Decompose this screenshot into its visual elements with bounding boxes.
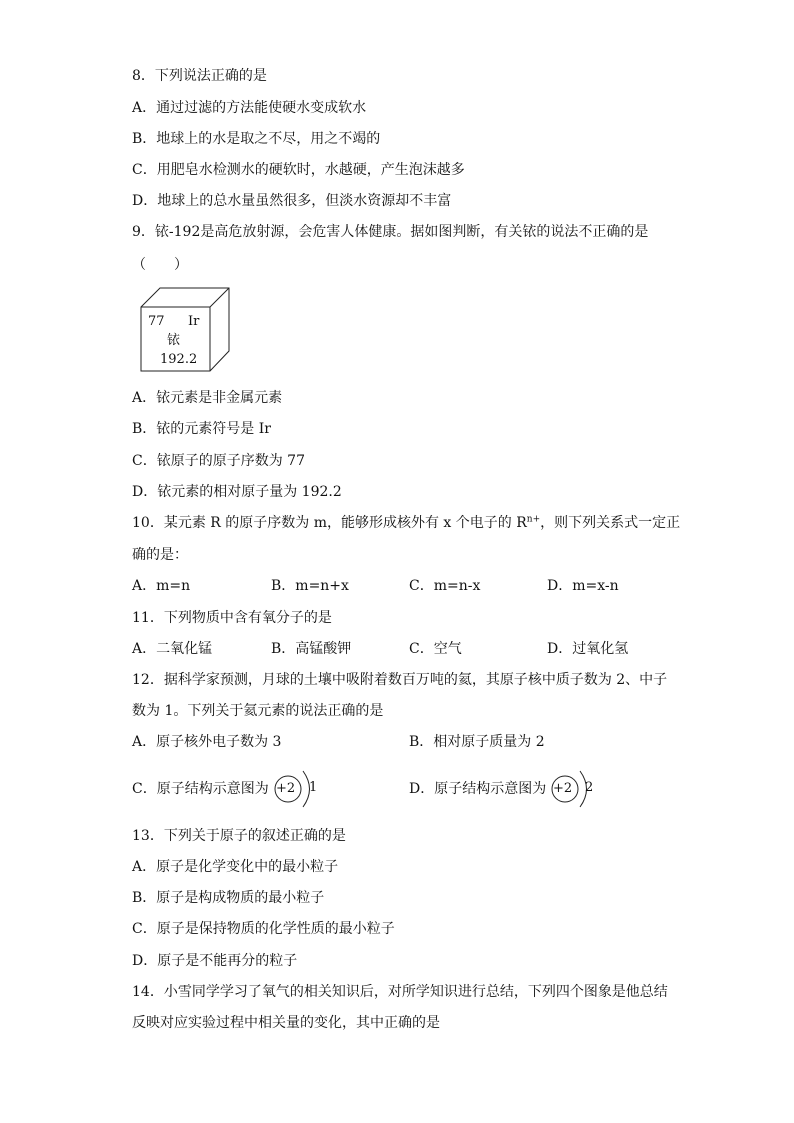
element-atomic-number: 77	[148, 314, 165, 329]
element-symbol: Ir	[188, 314, 200, 329]
q10-option-c: C．m=n-x	[409, 578, 481, 594]
q13-stem: 13．下列关于原子的叙述正确的是	[132, 828, 346, 844]
atom-d-nucleus: +2	[553, 781, 573, 796]
atom-d-electrons: 2	[585, 780, 594, 795]
q12-stem-line2: 数为 1。下列关于氦元素的说法正确的是	[132, 703, 384, 719]
q10-stem	[132, 514, 680, 532]
atom-c-nucleus: +2	[276, 781, 296, 796]
q9-option-d: D．铱元素的相对原子量为 192.2	[132, 484, 342, 500]
q8-option-b: B．地球上的水是取之不尽，用之不竭的	[132, 131, 381, 147]
q11-option-b: B．高锰酸钾	[271, 641, 352, 657]
q14-stem-line1: 14．小雪同学学习了氧气的相关知识后，对所学知识进行总结，下列四个图象是他总结	[132, 984, 668, 1000]
element-atomic-mass: 192.2	[160, 352, 198, 367]
q10-option-b: B．m=n+x	[271, 578, 349, 594]
q13-option-c: C．原子是保持物质的化学性质的最小粒子	[132, 921, 395, 937]
q11-option-a: A．二氧化锰	[132, 641, 213, 657]
q10-ion-charge: n+	[526, 514, 541, 525]
q13-option-a: A．原子是化学变化中的最小粒子	[132, 859, 339, 875]
q10-stem-line2: 确的是：	[132, 547, 188, 563]
q10-stem-part1: 10．某元素 R 的原子序数为 m，能够形成核外有 x 个电子的 R	[132, 515, 527, 531]
q13-option-b: B．原子是构成物质的最小粒子	[132, 890, 325, 906]
q14-stem-line2: 反映对应实验过程中相关量的变化，其中正确的是	[132, 1015, 440, 1031]
element-name: 铱	[167, 333, 181, 348]
q9-answer-paren: （ ）	[132, 257, 188, 273]
q8-option-a: A．通过过滤的方法能使硬水变成软水	[132, 100, 367, 116]
q13-option-d: D．原子是不能再分的粒子	[132, 953, 298, 969]
element-card-iridium	[140, 287, 230, 372]
q10-option-a: A．m=n	[132, 578, 191, 594]
q11-option-d: D．过氧化氢	[547, 641, 629, 657]
atom-c-electrons: 1	[309, 780, 318, 795]
q9-option-a: A．铱元素是非金属元素	[132, 390, 283, 406]
q12-option-b: B．相对原子质量为 2	[409, 734, 545, 750]
q9-option-b: B．铱的元素符号是 Ir	[132, 421, 271, 437]
q9-stem: 9．铱-192是高危放射源，会危害人体健康。据如图判断，有关铱的说法不正确的是	[132, 224, 649, 240]
atom-diagram-d	[545, 767, 601, 811]
atom-diagram-c	[268, 767, 322, 811]
q12-stem-line1: 12．据科学家预测，月球的土壤中吸附着数百万吨的氦，其原子核中质子数为 2、中子	[132, 672, 668, 688]
q11-option-c: C．空气	[409, 641, 462, 657]
q12-option-c: C．原子结构示意图为	[132, 781, 269, 797]
q11-stem: 11．下列物质中含有氧分子的是	[132, 610, 332, 626]
q10-option-d: D．m=x-n	[547, 578, 619, 594]
q8-stem: 8．下列说法正确的是	[132, 68, 267, 84]
q10-stem-part2: ，则下列关系式一定正	[540, 515, 681, 531]
q9-option-c: C．铱原子的原子序数为 77	[132, 453, 305, 469]
q8-option-c: C．用肥皂水检测水的硬软时，水越硬，产生泡沫越多	[132, 162, 465, 178]
q8-option-d: D．地球上的总水量虽然很多，但淡水资源却不丰富	[132, 193, 452, 209]
q12-option-a: A．原子核外电子数为 3	[132, 734, 282, 750]
q12-option-d: D．原子结构示意图为	[409, 781, 547, 797]
